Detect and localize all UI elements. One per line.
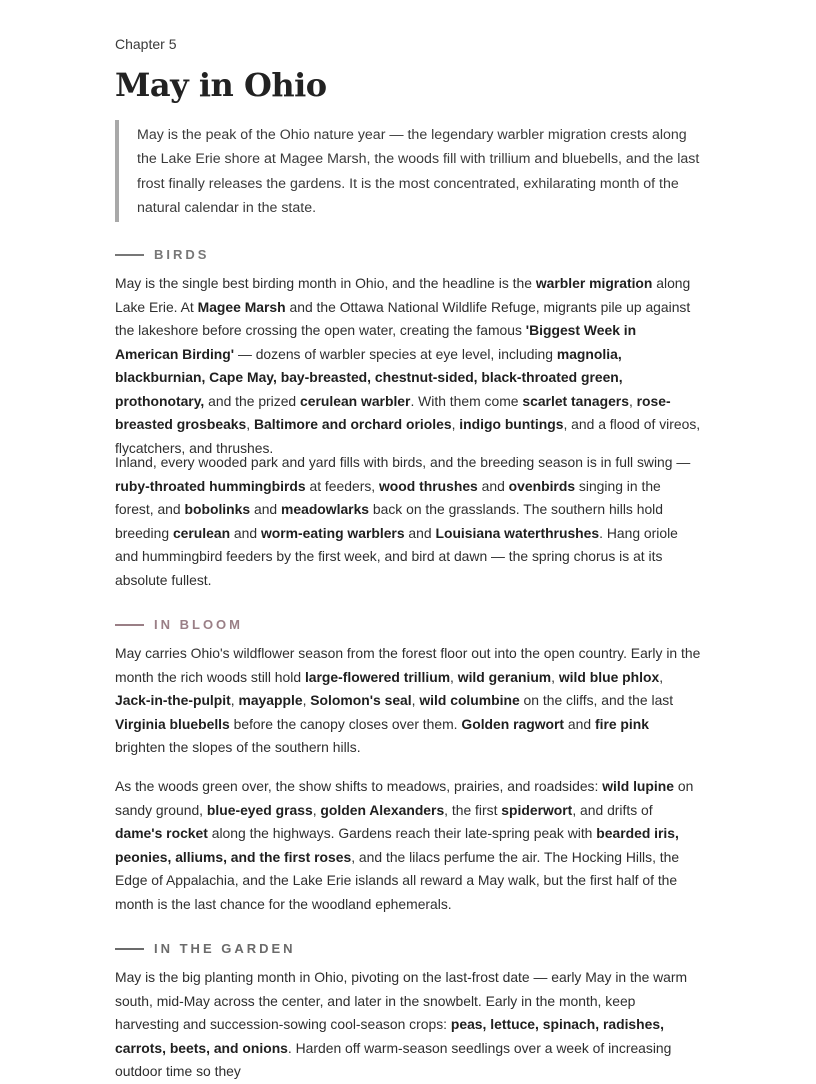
emphasis-text: fire pink <box>594 715 649 732</box>
heading-rule <box>115 624 144 626</box>
text-run: , and the lilacs perfume the air. The Hocking Hills, the Edge of Appalachia, and the Lake Erie islands all reward a May walk, but the first half of the month is the last chance for the woodland ephemerals. <box>115 848 680 912</box>
text-run: — dozens of warbler species at eye level, including <box>234 345 557 362</box>
text-run: singing in the forest, and <box>115 477 661 517</box>
text-run: and the Ottawa National Wildlife Refuge, migrants pile up against the lakeshore before crossing the open water, creating the famous <box>115 298 691 338</box>
text-run: May is the single best birding month in Ohio, and the headline is the <box>115 275 536 291</box>
text-run: , <box>628 392 637 409</box>
emphasis-text: ruby-throated hummingbirds <box>115 477 306 494</box>
text-run: . Harden off warm-season seedlings over a week of increasing outdoor time so they <box>115 1039 672 1079</box>
text-run: May is the big planting month in Ohio, pivoting on the last-frost date — early May in the warm south, mid-May across the center, and later in the snowbelt. Early in the month, keep harvesting and succession-sowing cool-season crops: <box>115 969 688 1032</box>
text-run: and <box>477 477 509 494</box>
text-run: on the cliffs, and the last <box>519 692 674 708</box>
text-run: , <box>551 668 559 685</box>
emphasis-text: wild lupine <box>602 778 674 794</box>
text-run: along the highways. Gardens reach their late-spring peak with <box>207 825 597 841</box>
body-paragraph <box>115 272 701 460</box>
emphasis-text: wood thrushes <box>378 477 478 494</box>
text-run: and <box>564 715 595 732</box>
text-run: , <box>411 692 420 708</box>
text-run: back on the grasslands. The southern hills hold breeding <box>115 501 663 541</box>
emphasis-text: Golden ragwort <box>461 715 565 732</box>
emphasis-text: Baltimore and orchard orioles <box>253 416 452 432</box>
text-run: , and a flood of vireos, flycatchers, and thrushes. <box>115 416 701 456</box>
section-heading-label: IN THE GARDEN <box>154 941 296 956</box>
heading-rule <box>115 948 144 950</box>
emphasis-text: magnolia, blackburnian, Cape May, bay-breasted, chestnut-sided, black-throated green, prothonotary, <box>115 345 623 409</box>
text-run: As the woods green over, the show shifts to meadows, prairies, and roadsides: <box>115 778 603 794</box>
text-run: on sandy ground, <box>115 778 694 818</box>
text-run: , the first <box>444 801 502 818</box>
emphasis-text: wild columbine <box>419 692 520 708</box>
text-run: , <box>246 416 254 432</box>
text-run: and <box>404 524 436 541</box>
text-run: along Lake Erie. At <box>115 275 691 315</box>
emphasis-text: large-flowered trillium <box>304 668 451 685</box>
emphasis-text: scarlet tanagers <box>522 392 629 409</box>
section-heading-in-bloom <box>115 617 243 632</box>
emphasis-text: cerulean <box>172 524 231 541</box>
emphasis-text: peas, lettuce, spinach, radishes, carrots, beets, and onions <box>115 1016 664 1056</box>
emphasis-text: wild geranium <box>457 668 552 685</box>
text-run: and <box>230 524 261 541</box>
emphasis-text: Jack-in-the-pulpit <box>115 692 231 708</box>
body-paragraph <box>115 966 701 1084</box>
emphasis-text: bearded iris, peonies, alliums, and the first roses <box>115 825 679 865</box>
emphasis-text: blue-eyed grass <box>206 801 313 818</box>
section-heading-birds <box>115 247 209 262</box>
emphasis-text: ovenbirds <box>508 477 576 494</box>
text-run: , <box>312 801 321 818</box>
emphasis-text: 'Biggest Week in American Birding' <box>115 322 637 362</box>
text-run: , <box>450 668 458 685</box>
text-run: at feeders, <box>305 477 379 494</box>
chapter-label: Chapter 5 <box>115 36 177 52</box>
emphasis-text: spiderwort <box>501 801 573 818</box>
body-paragraph <box>115 775 701 916</box>
section-heading-in-the-garden <box>115 941 296 956</box>
emphasis-text: meadowlarks <box>281 501 370 517</box>
emphasis-text: bobolinks <box>184 501 251 517</box>
text-run: before the canopy closes over them. <box>229 715 462 732</box>
emphasis-text: cerulean warbler <box>300 392 411 409</box>
text-run: , and drifts of <box>572 801 653 818</box>
emphasis-text: Magee Marsh <box>197 298 286 315</box>
text-run: and <box>250 501 282 517</box>
text-run: . With them come <box>410 392 523 409</box>
emphasis-text: warbler migration <box>535 275 653 291</box>
emphasis-text: worm-eating warblers <box>260 524 405 541</box>
body-paragraph <box>115 451 701 592</box>
text-run: , <box>230 692 239 708</box>
page-title: May in Ohio <box>115 66 327 104</box>
emphasis-text: rose-breasted grosbeaks <box>115 392 671 432</box>
emphasis-text: indigo buntings <box>459 416 564 432</box>
intro-blockquote: May is the peak of the Ohio nature year — the legendary warbler migration crests along the Lake Erie shore at Magee Marsh, the woods fill with trillium and bluebells, and the last frost finally releases the gardens. It is the most concentrated, exhilarating month of the natural calendar in the state. <box>115 120 700 222</box>
text-run: and the prized <box>204 392 301 409</box>
text-run: brighten the slopes of the southern hills. <box>115 739 361 755</box>
body-paragraph <box>115 642 701 760</box>
emphasis-text: wild blue phlox <box>558 668 660 685</box>
text-run: , <box>302 692 311 708</box>
heading-rule <box>115 254 144 256</box>
emphasis-text: Louisiana waterthrushes <box>435 524 600 541</box>
section-heading-label: BIRDS <box>154 247 210 262</box>
emphasis-text: Solomon's seal <box>310 692 412 708</box>
text-run: . Hang oriole and hummingbird feeders by the first week, and bird at dawn — the spring chorus is at its absolute fullest. <box>115 524 678 588</box>
emphasis-text: Virginia bluebells <box>115 715 230 732</box>
emphasis-text: mayapple <box>238 692 303 708</box>
section-heading-label: IN BLOOM <box>154 617 243 632</box>
text-run: , <box>659 668 664 685</box>
text-run: Inland, every wooded park and yard fills with birds, and the breeding season is in full swing — <box>115 454 691 470</box>
text-run: , <box>451 416 460 432</box>
emphasis-text: golden Alexanders <box>320 801 445 818</box>
emphasis-text: dame's rocket <box>115 825 208 841</box>
text-run: May carries Ohio's wildflower season from the forest floor out into the open country. Early in the month the rich woods still hold <box>115 645 701 685</box>
